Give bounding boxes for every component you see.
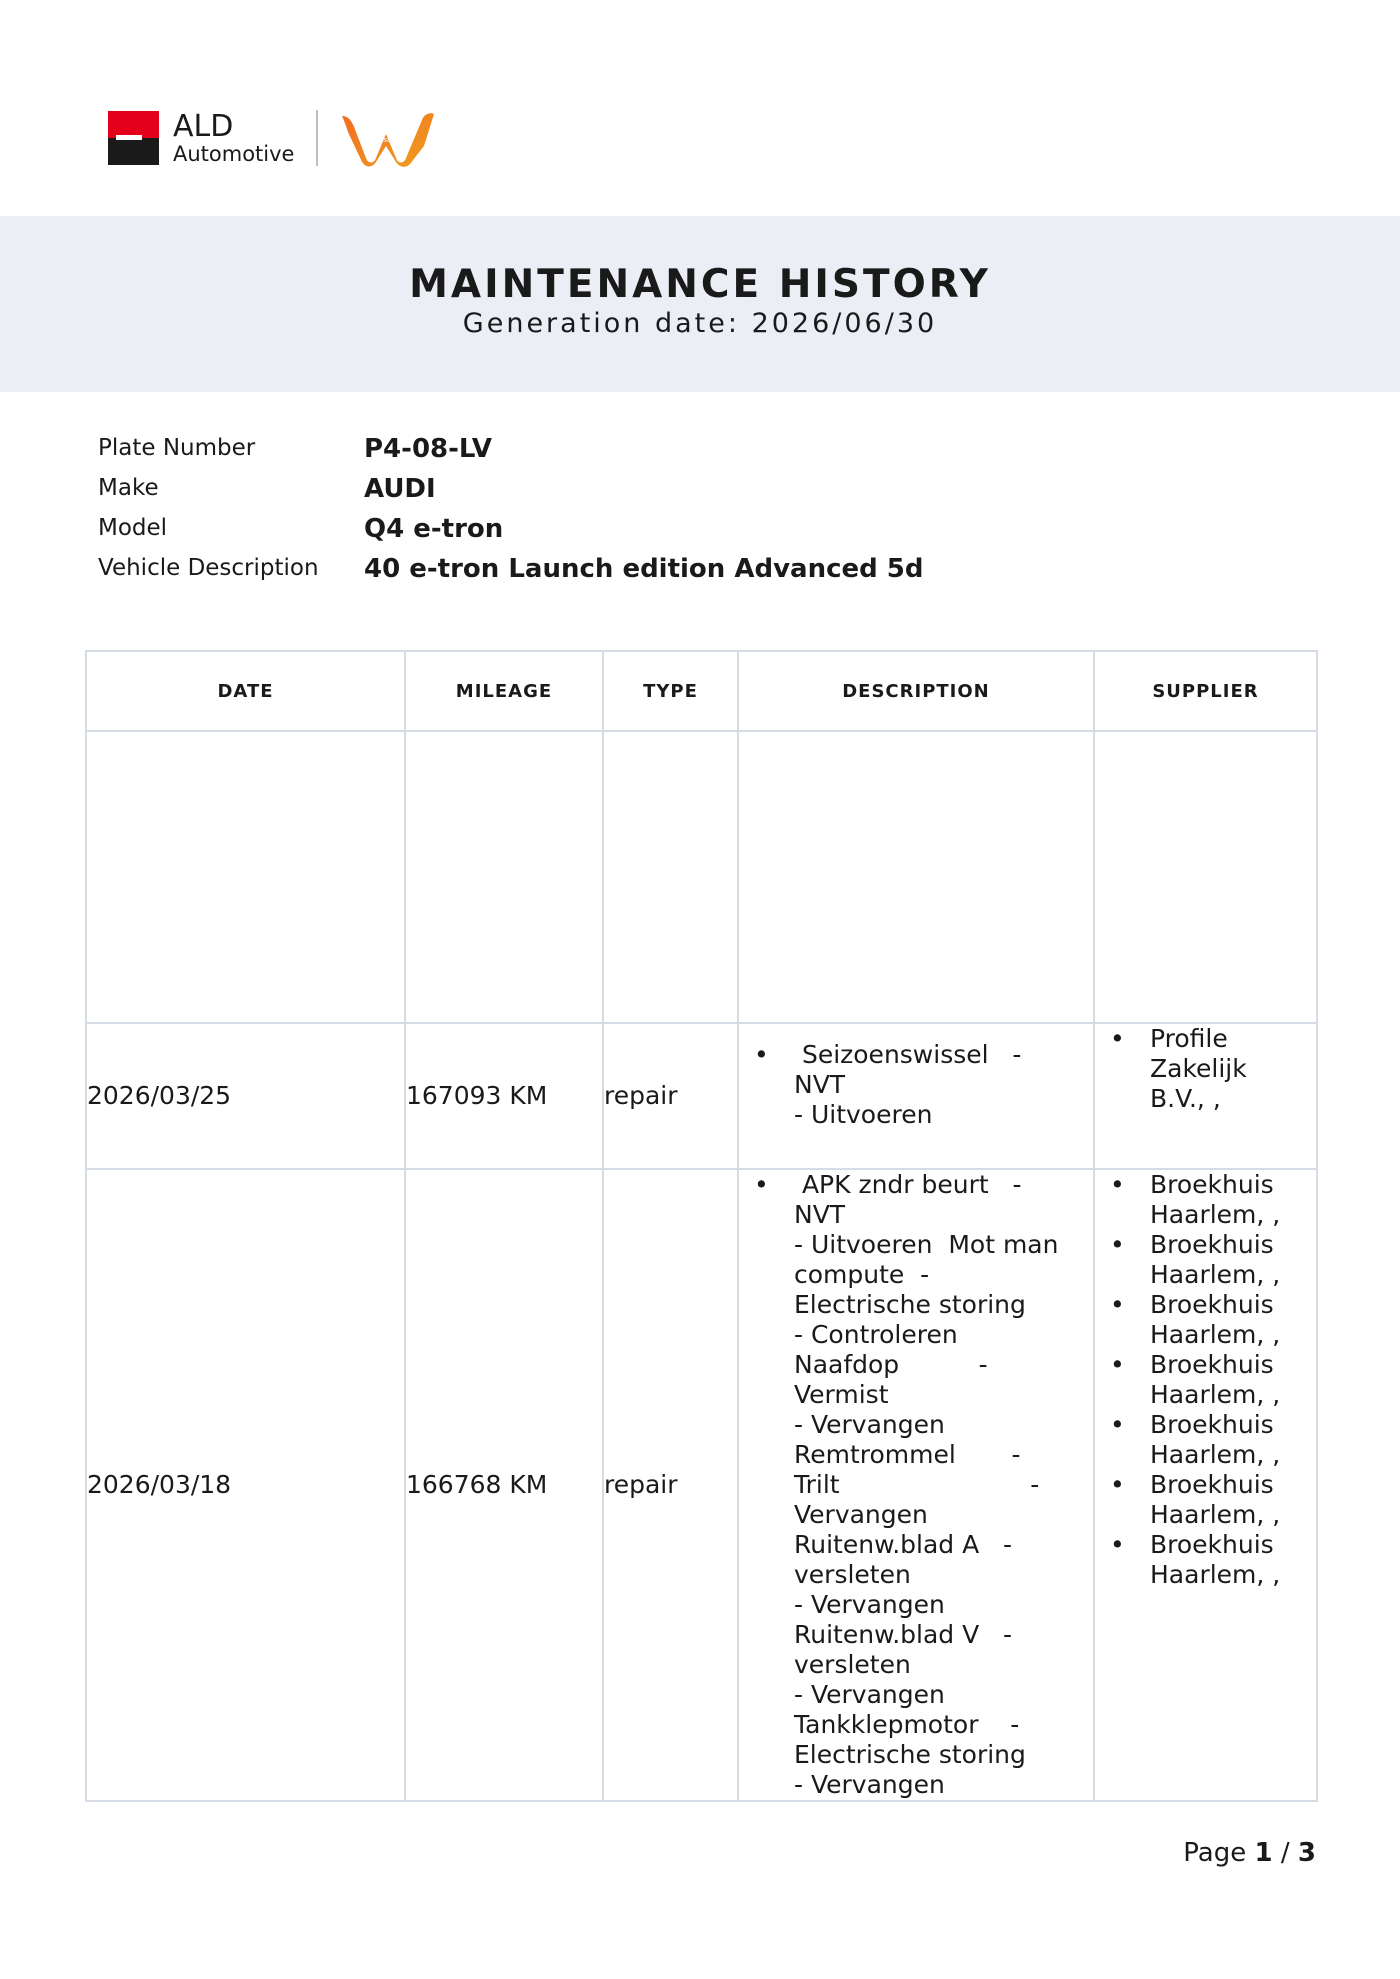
cell-description (738, 1169, 1094, 1801)
model-row (98, 515, 1198, 555)
header-date: DATE (86, 651, 405, 731)
page-total: 3 (1297, 1838, 1316, 1868)
plate-label: Plate Number (98, 435, 256, 461)
vehicle-description-label: Vehicle Description (98, 555, 319, 581)
page-prefix: Page (1183, 1838, 1247, 1868)
bullet: • (1110, 1024, 1125, 1053)
supplier-name: Broekhuis Haarlem, , (1150, 1350, 1281, 1409)
supplier-name: Broekhuis Haarlem, , (1150, 1170, 1281, 1229)
ald-logo-line1: ALD (173, 108, 234, 144)
maintenance-table (85, 650, 1318, 1802)
header-mileage: MILEAGE (405, 651, 603, 731)
supplier-name: Broekhuis Haarlem, , (1150, 1410, 1281, 1469)
supplier-name: Broekhuis Haarlem, , (1150, 1230, 1281, 1289)
bullet: • (1110, 1530, 1125, 1559)
model-label: Model (98, 515, 168, 541)
bullet: • (754, 1170, 769, 1199)
supplier-name: Broekhuis Haarlem, , (1150, 1470, 1281, 1529)
supplier-name: Broekhuis Haarlem, , (1150, 1290, 1281, 1349)
cell-date: 2026/03/18 (86, 1169, 405, 1801)
page-number (1183, 1838, 1316, 1868)
page-current: 1 (1254, 1838, 1273, 1868)
cell-mileage: 166768 KM (405, 1169, 603, 1801)
supplier-name: Broekhuis Haarlem, , (1150, 1530, 1281, 1589)
table-row-empty (86, 731, 1317, 1023)
header-band (0, 216, 1400, 392)
generation-date: Generation date: 2026/06/30 (462, 308, 938, 339)
cell-supplier (1094, 1023, 1317, 1169)
make-row (98, 475, 1198, 515)
cell-type: repair (603, 1169, 738, 1801)
header-type: TYPE (603, 651, 738, 731)
make-value: AUDI (364, 474, 436, 504)
page-separator: / (1280, 1838, 1290, 1868)
ald-logo-icon (108, 111, 159, 165)
bullet: • (1110, 1230, 1125, 1259)
bullet: • (1110, 1470, 1125, 1499)
make-label: Make (98, 475, 159, 501)
cell-date: 2026/03/25 (86, 1023, 405, 1169)
plate-row (98, 435, 1198, 475)
bullet: • (1110, 1170, 1125, 1199)
bullet: • (754, 1040, 769, 1069)
ald-logo-text (173, 108, 295, 166)
table-row (86, 1023, 1317, 1169)
cell-description (738, 1023, 1094, 1169)
cell-supplier (1094, 1169, 1317, 1801)
description-text: APK zndr beurt - NVT - Uitvoeren Mot man compute - Electrische storing - Controleren Naafdop - Vermist - Vervangen Remtrommel - Trilt - Vervangen Ruitenw.blad A - versleten - Vervangen Ruitenw.blad V - versleten - Vervangen Tankklepmotor - Electrische storing - Vervangen (794, 1170, 1059, 1799)
table-row (86, 1169, 1317, 1801)
table-header-row (86, 651, 1317, 731)
cell-type: repair (603, 1023, 738, 1169)
ald-logo-line2: Automotive (173, 141, 295, 166)
bullet: • (1110, 1410, 1125, 1439)
bullet: • (1110, 1350, 1125, 1379)
page-title: MAINTENANCE HISTORY (409, 262, 991, 307)
vehicle-info (98, 435, 1198, 595)
leaseplan-logo-icon (338, 108, 438, 168)
model-value: Q4 e-tron (364, 514, 504, 544)
bullet: • (1110, 1290, 1125, 1319)
plate-value: P4-08-LV (364, 434, 493, 464)
supplier-name: Profile Zakelijk B.V., , (1150, 1024, 1247, 1113)
leaseplan-text: LeasePlan (371, 136, 407, 144)
header-supplier: SUPPLIER (1094, 651, 1317, 731)
header-description: DESCRIPTION (738, 651, 1094, 731)
vehicle-description-value: 40 e-tron Launch edition Advanced 5d (364, 554, 924, 584)
cell-mileage: 167093 KM (405, 1023, 603, 1169)
description-text: Seizoenswissel - NVT - Uitvoeren (794, 1040, 1022, 1129)
logo-divider (316, 110, 318, 166)
vehicle-description-row (98, 555, 1198, 595)
logo-row (108, 108, 438, 168)
